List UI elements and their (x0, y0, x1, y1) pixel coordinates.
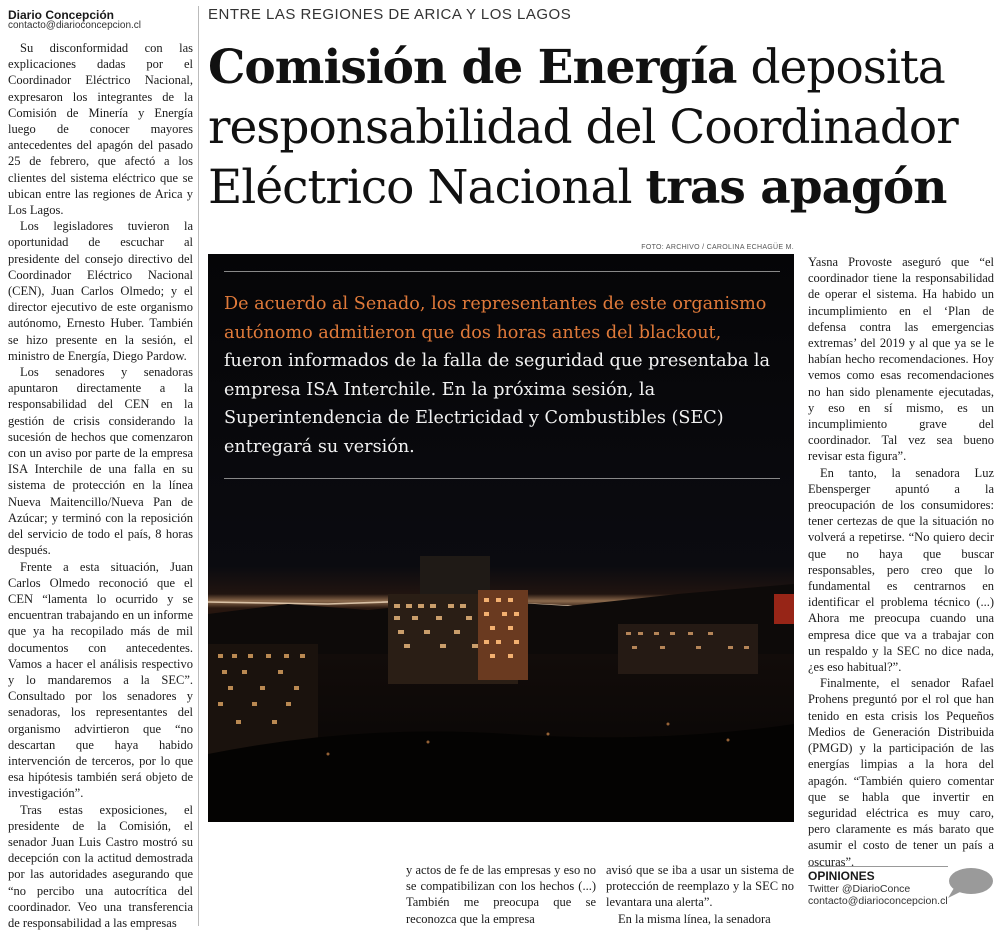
paragraph: y actos de fe de las empresas y eso no se compatibilizan con los hechos (...) También me preocupa que se reconozca que la empresa (406, 863, 596, 926)
column-divider (198, 6, 199, 926)
headline-bold-2: tras apagón (645, 160, 947, 215)
paragraph: Los legisladores tuvieron la oportunidad de escuchar al presidente del consejo directivo del Coordinador Eléctrico Nacional (CEN), Juan Carlos Olmedo; y el director ejecutivo de este organismo autónomo, Ernesto Huber. También se hizo presente en la sesión, el ministro de Energía, Diego Pardow. (8, 219, 193, 363)
pull-quote-highlight: De acuerdo al Senado, los representantes de este organismo autónomo admitieron que dos horas antes del blackout, (224, 294, 767, 343)
kicker: ENTRE LAS REGIONES DE ARICA Y LOS LAGOS (208, 6, 572, 23)
pull-quote (224, 290, 780, 461)
article-column-2 (406, 862, 596, 927)
paragraph: En la misma línea, la senadora (618, 911, 771, 926)
opiniones-twitter[interactable]: Twitter @DiarioConce (808, 883, 911, 895)
paragraph: Su disconformidad con las explicaciones dadas por el Coordinador Eléctrico Nacional, expresaron los integrantes de la Comisión de Minería y Energía luego de conocer mayores antecedentes del apagón del pasado 25 de febrero, que afectó a los clientes del sistema eléctrico que se ubican entre las regiones de Arica y Los Lagos. (8, 41, 193, 218)
masthead-email[interactable]: contacto@diarioconcepcion.cl (8, 20, 142, 31)
paragraph: En tanto, la senadora Luz Ebensperger apuntó a la preocupación de los consumidores: tener certezas de que la situación no volverá a repetirse. “No quiero decir que no haya que buscar responsables, pero creo que lo fundamental es centrarnos en identificar el problema técnico (...) Ahora me preocupa cuando una empresa dice que va a trabajar con un respaldo y la SEC no dice nada, ¿es eso habitual?”. (808, 465, 994, 675)
headline-regular: deposita responsabilidad del Coordinador Eléctrico Nacional (208, 40, 958, 215)
opiniones-title: OPINIONES (808, 869, 875, 883)
paragraph: Finalmente, el senador Rafael Prohens preguntó por el rol que han tenido en esta crisis los Pequeños Medios de Generación Distribuida (PMGD) y la participación de las energías limpias a la hora del apagón. “También quiero comentar que se habla que invertir en seguridad eléctrica es muy caro, pero claramente es más barato que asumir el costo de tener un país a oscuras”. (808, 676, 994, 869)
paragraph: Yasna Provoste aseguró que “el coordinador tiene la responsabilidad de operar el sistema. Ha habido un incumplimiento en el ‘Plan de defensa contra las emergencias extremas’ del 2019 y al que ya se le habían hecho recomendaciones. Hoy vemos como esas recomendaciones no han sido plenamente ejecutadas, y eso en sí mismo, es un incumplimiento grave del coordinador. Tal vez sea bueno revisar esta figura”. (808, 255, 994, 464)
paragraph: avisó que se iba a usar un sistema de protección de reemplazo y la SEC no levantara una alerta”. (606, 863, 794, 910)
headline (208, 38, 998, 218)
headline-bold-1: Comisión de Energía (208, 40, 737, 95)
photo-credit: FOTO: ARCHIVO / CAROLINA ECHAGÜE M. (641, 244, 794, 251)
quote-rule-top (224, 271, 780, 272)
article-column-3 (606, 862, 794, 927)
paragraph: Tras estas exposiciones, el presidente de la Comisión, el senador Juan Luis Castro mostró su decepción con la actitud demostrada por las autoridades asegurando que “no percibo una autocrítica del coordinador. Veo una transferencia de responsabilidad a las empresas (8, 802, 193, 930)
opiniones-email[interactable]: contacto@diarioconcepcion.cl (808, 895, 948, 907)
opiniones-box (808, 866, 948, 907)
article-column-1 (8, 40, 193, 931)
article-column-4 (808, 254, 994, 870)
paragraph: Frente a esta situación, Juan Carlos Olmedo reconoció que el CEN “lamenta lo ocurrido y se encuentran trabajando en un informe que ya ha recopilado más de mil documentos con antecedentes. Vamos a hacer el análisis respectivo y lo mandaremos a la SEC”. Consultado por los senadores y senadoras, los representantes del organismo advirtieron que “no descartan que haya habido intervención de terceros, por lo que esa hipótesis también será objeto de investigación”. (8, 559, 193, 801)
speech-bubble-icon (946, 866, 994, 905)
masthead-name: Diario Concepción (8, 8, 115, 22)
pull-quote-rest: fueron informados de la falla de seguridad que presentaba la empresa ISA Interchile. En la próxima sesión, la Superintendencia de Electricidad y Combustibles (SEC) entregará su versión. (224, 351, 771, 457)
quote-rule-bottom (224, 478, 780, 479)
pull-quote-text (224, 290, 780, 461)
paragraph: Los senadores y senadoras apuntaron directamente a la responsabilidad del CEN en la gestión de crisis considerando la sucesión de hechos que comenzaron con un aviso por parte de la empresa ISA Interchile de una falla en su sistema de protección en la línea Nueva Maitencillo/Nueva Pan de Azúcar; y terminó con la reposición del servicio de todo el país, 8 horas después. (8, 365, 193, 558)
